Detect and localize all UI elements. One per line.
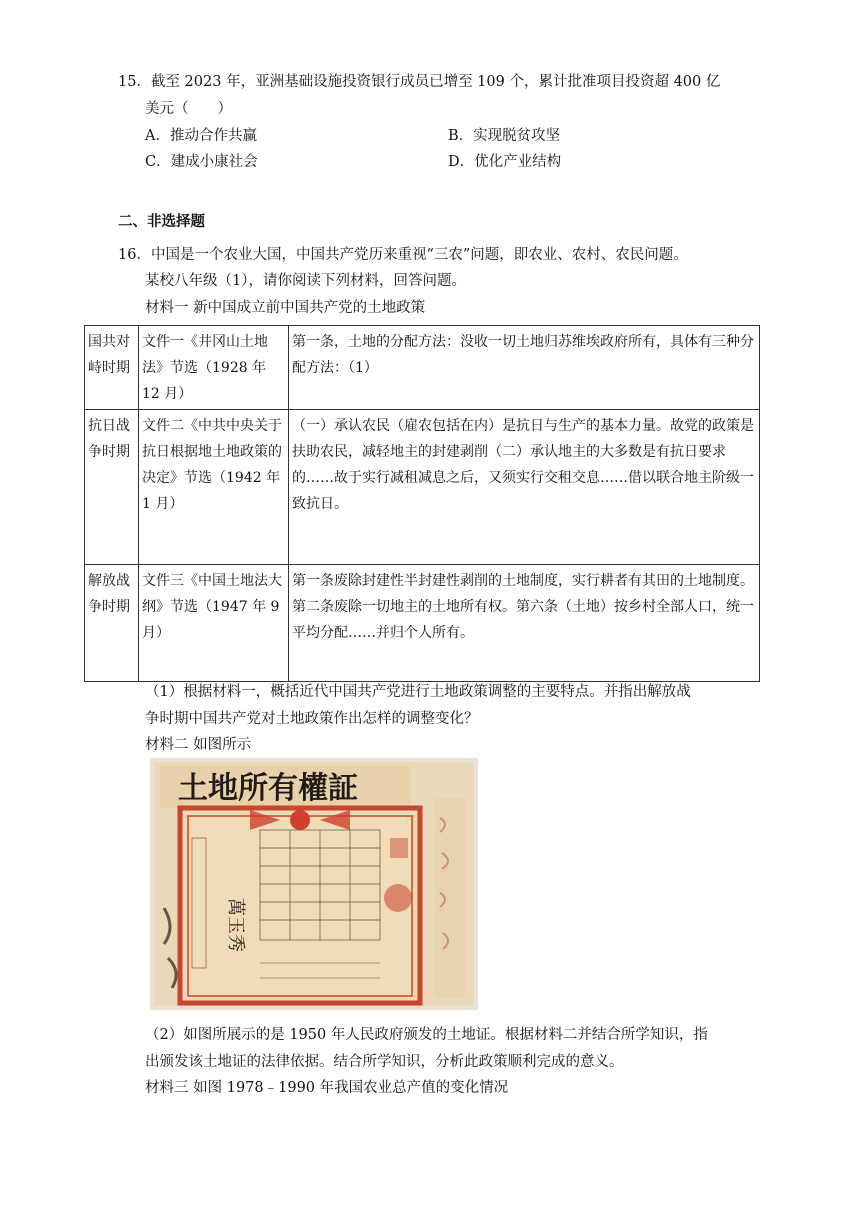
material1-title: 材料一 新中国成立前中国共产党的土地政策 <box>145 300 426 316</box>
content-cell: 第一条废除封建性半封建性剥削的土地制度，实行耕者有其田的土地制度。第二条废除一切地主的土地所有权。第六条（土地）按乡村全部人口，统一平均分配……并归个人所有。 <box>289 565 760 682</box>
q15-option-a: A．推动合作共赢 <box>145 128 257 144</box>
content-cell: （一）承认农民（雇农包括在内）是抗日与生产的基本力量。故党的政策是扶助农民，减轻地主的封建剥削（二）承认地主的大多数是有抗日要求的……故于实行减租减息之后，又须实行交租交息……借以联合地主阶级一致抗日。 <box>289 410 760 565</box>
q16-sub1-line2: 争时期中国共产党对土地政策作出怎样的调整变化？ <box>145 711 479 727</box>
period-cell: 抗日战争时期 <box>85 410 139 565</box>
land-policy-table <box>84 325 760 682</box>
q15-stem-line2: 美元（ ） <box>145 101 232 117</box>
q15-option-b: B．实现脱贫攻坚 <box>448 128 561 144</box>
document-cell: 文件一《井冈山土地法》节选（1928 年 12 月） <box>139 326 289 410</box>
q16-sub2-line1: （2）如图所展示的是 1950 年人民政府颁发的土地证。根据材料二并结合所学知识，指 <box>145 1027 708 1043</box>
table-row <box>85 410 760 565</box>
certificate-owner-name: 萬玉秀 <box>225 898 246 952</box>
period-cell: 解放战争时期 <box>85 565 139 682</box>
q15-option-d: D．优化产业结构 <box>448 154 562 170</box>
period-cell: 国共对峙时期 <box>85 326 139 410</box>
section-title: 二、非选择题 <box>118 214 205 230</box>
q16-sub2-line2: 出颁发该土地证的法律依据。结合所学知识，分析此政策顺利完成的意义。 <box>145 1054 624 1070</box>
q16-sub1-line1: （1）根据材料一，概括近代中国共产党进行土地政策调整的主要特点。并指出解放战 <box>145 684 691 700</box>
q15-stem-line1: 15．截至 2023 年，亚洲基础设施投资银行成员已增至 109 个，累计批准项目投资超 400 亿 <box>118 74 721 90</box>
table-row <box>85 326 760 410</box>
document-cell: 文件三《中国土地法大纲》节选（1947 年 9 月） <box>139 565 289 682</box>
material3-title: 材料三 如图 1978﹣1990 年我国农业总产值的变化情况 <box>145 1080 509 1096</box>
document-cell: 文件二《中共中央关于抗日根据地土地政策的决定》节选（1942 年 1 月） <box>139 410 289 565</box>
q15-option-c: C．建成小康社会 <box>145 154 258 170</box>
q16-intro-line2: 某校八年级（1），请你阅读下列材料，回答问题。 <box>145 273 466 289</box>
certificate-title: 土地所有權証 <box>178 771 358 806</box>
material2-title: 材料二 如图所示 <box>145 737 252 753</box>
content-cell: 第一条，土地的分配方法：没收一切土地归苏维埃政府所有，具体有三种分配方法：（1） <box>289 326 760 410</box>
q16-intro-line1: 16．中国是一个农业大国，中国共产党历来重视“三农”问题，即农业、农村、农民问题。 <box>118 247 688 263</box>
land-certificate-photo <box>150 758 478 1010</box>
table-row <box>85 565 760 682</box>
